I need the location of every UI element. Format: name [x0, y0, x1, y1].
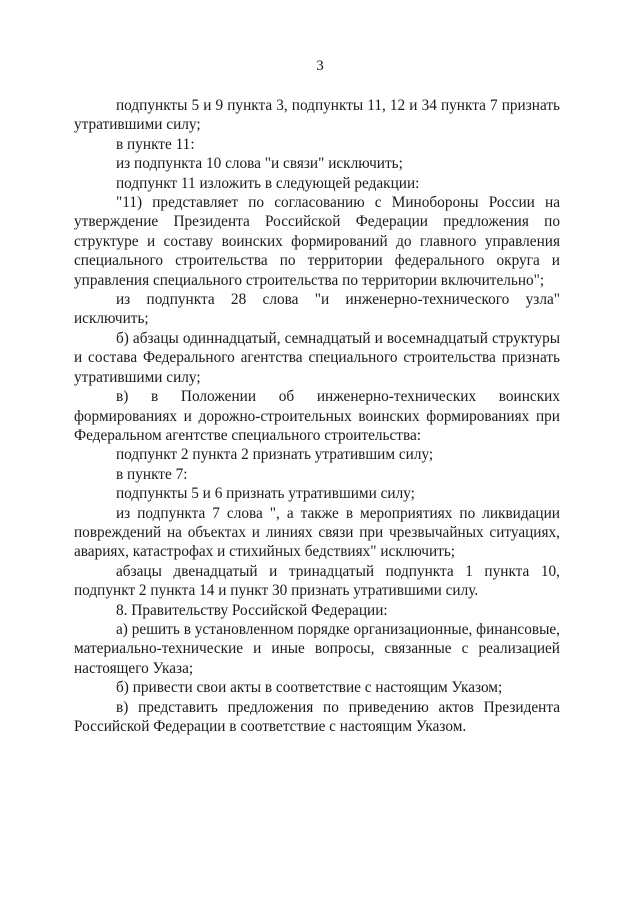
paragraph: подпункты 5 и 6 признать утратившими силу; [116, 485, 415, 503]
paragraph: подпункт 11 изложить в следующей редакции: [116, 174, 420, 192]
paragraph: в) представить предложения по приведению актов Президента Российской Федерации в соответствие с настоящим Указом. [74, 698, 560, 735]
paragraph: б) абзацы одиннадцатый, семнадцатый и восемнадцатый структуры и состава Федерального агентства специального строительства признать утратившими силу; [74, 329, 560, 386]
paragraph: 8. Правительству Российской Федерации: [116, 601, 388, 619]
paragraph: в) в Положении об инженерно-технических воинских формированиях и дорожно-строительных воинских формированиях при Федеральном агентстве специального строительства: [74, 388, 560, 444]
paragraph: из подпункта 28 слова "и инженерно-технического узла" исключить; [74, 291, 560, 328]
paragraph: подпункты 5 и 9 пункта 3, подпункты 11, 12 и 34 пункта 7 признать утратившими силу; [74, 97, 560, 134]
paragraph: "11) представляет по согласованию с Минобороны России на утверждение Президента Российской Федерации предложения по структуре и составу воинских формирований до главного управления специального строительства по территории федерального округа и управления специального строительства по территории включительно"; [74, 194, 560, 289]
paragraph: абзацы двенадцатый и тринадцатый подпункта 1 пункта 10, подпункт 2 пункта 14 и пункт 30 признать утратившими силу. [74, 562, 560, 600]
paragraph: из подпункта 10 слова "и связи" исключить; [116, 155, 403, 173]
paragraph: подпункт 2 пункта 2 признать утратившим силу; [116, 446, 434, 464]
paragraph: из подпункта 7 слова ", а также в мероприятиях по ликвидации повреждений на объектах и линиях связи при чрезвычайных ситуациях, авариях, катастрофах и стихийных бедствиях" исключить; [74, 504, 560, 561]
paragraph: б) привести свои акты в соответствие с настоящим Указом; [116, 679, 503, 697]
paragraph: а) решить в установленном порядке организационные, финансовые, материально-технические и иные вопросы, связанные с реализацией настоящего Указа; [74, 620, 560, 677]
paragraph: в пункте 7: [116, 465, 188, 483]
document-body [74, 96, 560, 736]
page-number: 3 [316, 58, 324, 74]
paragraph: в пункте 11: [116, 135, 195, 153]
